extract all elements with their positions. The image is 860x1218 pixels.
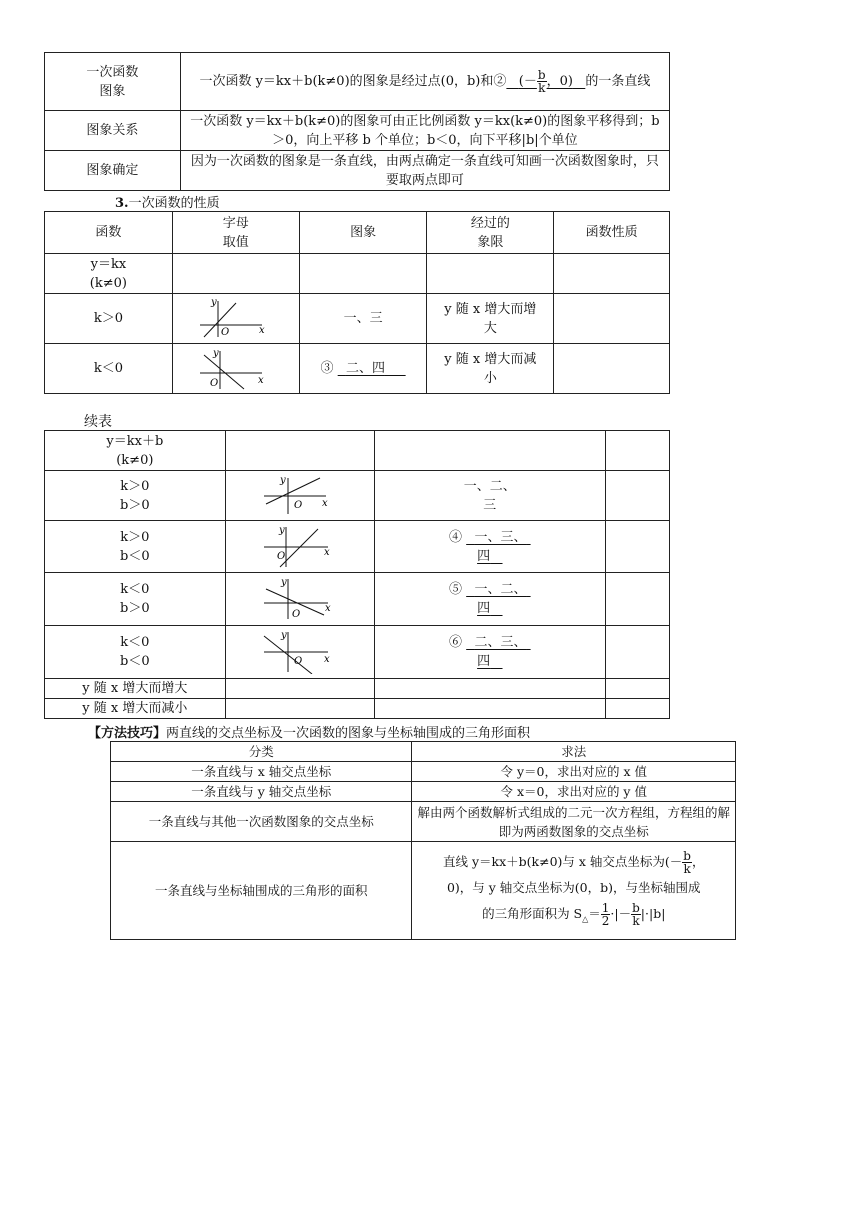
table-row — [45, 344, 670, 394]
svg-text:O: O — [291, 609, 300, 620]
svg-text:O: O — [220, 326, 229, 338]
svg-text:O: O — [276, 550, 285, 562]
properties-table — [44, 211, 670, 394]
quadrant-cell: ⑤ 一、二、 四 — [374, 573, 606, 626]
column-header: 经过的 象限 — [427, 212, 554, 254]
definition-table — [44, 52, 670, 191]
answer-blank: 二、四 — [345, 361, 385, 376]
table-row — [111, 842, 736, 940]
empty-cell — [606, 626, 670, 679]
graph-k-neg-b-pos — [260, 577, 340, 621]
function-cell: y＝kx (k≠0) — [45, 254, 173, 294]
condition-cell: k＜0 — [45, 344, 173, 394]
continued-table — [44, 430, 670, 719]
answer-blank: 一、二、 — [474, 582, 527, 597]
table-row — [45, 294, 670, 344]
table-row — [45, 471, 670, 521]
empty-cell — [606, 573, 670, 626]
category-cell: 一条直线与 x 轴交点坐标 — [111, 762, 412, 782]
column-header: 图象 — [299, 212, 427, 254]
empty-cell — [554, 344, 670, 394]
property-cell: y 随 x 增大而增大 — [45, 679, 226, 699]
answer-blank: 四 — [477, 548, 491, 564]
method-heading: 【方法技巧】两直线的交点坐标及一次函数的图象与坐标轴围成的三角形面积 — [88, 726, 531, 741]
empty-cell — [374, 431, 606, 471]
empty-cell — [225, 679, 374, 699]
fraction-b-over-k: $\frac{b}{k}$ — [632, 900, 640, 928]
table-row — [45, 679, 670, 699]
row-content: 因为一次函数的图象是一条直线，由两点确定一条直线可知画一次函数图象时，只要取两点即可 — [180, 151, 669, 191]
quadrant-cell: ③ 二、四 — [299, 344, 427, 394]
table-header-row — [111, 742, 736, 762]
empty-cell — [606, 699, 670, 719]
empty-cell — [427, 254, 554, 294]
table-row — [45, 111, 670, 151]
svg-text:y: y — [210, 296, 217, 308]
continued-label: 续表 — [84, 414, 112, 430]
row-content — [180, 53, 669, 111]
graph-cell — [225, 521, 374, 573]
category-cell: 一条直线与 y 轴交点坐标 — [111, 782, 412, 802]
svg-text:x: x — [323, 546, 330, 558]
empty-cell — [606, 471, 670, 521]
graph-cell — [172, 344, 299, 394]
svg-text:x: x — [323, 654, 330, 665]
quadrant-cell: 一、三 — [299, 294, 427, 344]
table-row — [45, 626, 670, 679]
fraction-one-half: $\frac{1}{2}$ — [601, 900, 610, 928]
svg-text:O: O — [293, 656, 302, 667]
row-label: 一次函数 图象 — [45, 53, 181, 111]
svg-text:y: y — [280, 630, 287, 641]
function-cell: y＝kx＋b (k≠0) — [45, 431, 226, 471]
empty-cell — [172, 254, 299, 294]
method-table — [110, 741, 736, 940]
empty-cell — [225, 699, 374, 719]
svg-text:x: x — [257, 374, 264, 386]
graph-decreasing-through-origin — [196, 347, 276, 391]
empty-cell — [299, 254, 427, 294]
empty-cell — [606, 521, 670, 573]
method-cell: 令 y＝0，求出对应的 x 值 — [412, 762, 736, 782]
row-content: 一次函数 y＝kx＋b(k≠0)的图象可由正比例函数 y＝kx(k≠0)的图象平移得到；b＞0，向上平移 b 个单位；b＜0，向下平移|b|个单位 — [180, 111, 669, 151]
column-header: 分类 — [111, 742, 412, 762]
graph-cell — [225, 471, 374, 521]
graph-k-neg-b-neg — [260, 630, 340, 674]
category-cell: 一条直线与其他一次函数图象的交点坐标 — [111, 802, 412, 842]
table-row — [111, 782, 736, 802]
table-row — [45, 573, 670, 626]
fraction-b-over-k: $\frac{b}{k}$ — [537, 67, 546, 95]
empty-cell — [374, 679, 606, 699]
method-cell: 直线 y＝kx＋b(k≠0)与 x 轴交点坐标为(－ $\frac{b}{k}$ ， 0)，与 y 轴交点坐标为(0，b)，与坐标轴围成 的三角形面积为 $S_\triangle=$ $\frac{1}{2}$ ·|－ $\frac{b}{k}$ |·|b| — [412, 842, 736, 940]
fraction-b-over-k: $\frac{b}{k}$ — [683, 848, 691, 876]
table-row — [111, 762, 736, 782]
svg-text:y: y — [212, 347, 219, 359]
svg-text:O: O — [209, 377, 218, 389]
table-row — [111, 802, 736, 842]
category-cell: 一条直线与坐标轴围成的三角形的面积 — [111, 842, 412, 940]
graph-cell — [225, 626, 374, 679]
answer-blank: 四 — [477, 601, 491, 616]
svg-text:O: O — [293, 499, 302, 511]
condition-cell: k＜0 b＜0 — [45, 626, 226, 679]
empty-cell — [606, 679, 670, 699]
condition-cell: k＞0 b＞0 — [45, 471, 226, 521]
table-header-row — [45, 212, 670, 254]
property-cell: y 随 x 增大而增 大 — [427, 294, 554, 344]
svg-text:x: x — [324, 603, 331, 614]
property-cell: y 随 x 增大而减小 — [45, 699, 226, 719]
table-row — [45, 699, 670, 719]
row-label: 图象关系 — [45, 111, 181, 151]
method-line: 0)，与 y 轴交点坐标为(0，b)，与坐标轴围成 — [446, 879, 701, 895]
method-cell: 解由两个函数解析式组成的二元一次方程组，方程组的解即为两函数图象的交点坐标 — [412, 802, 736, 842]
method-cell: 令 x＝0，求出对应的 y 值 — [412, 782, 736, 802]
empty-cell — [374, 699, 606, 719]
svg-text:x: x — [258, 324, 265, 336]
answer-blank: (－ $\frac{b}{k}$ ，0) — [518, 67, 573, 95]
svg-text:y: y — [278, 524, 285, 536]
svg-text:y: y — [280, 577, 287, 588]
graph-k-pos-b-neg — [260, 525, 340, 569]
table-row — [45, 254, 670, 294]
column-header: 求法 — [412, 742, 736, 762]
svg-text:y: y — [279, 474, 286, 486]
graph-increasing-through-origin — [196, 297, 276, 341]
empty-cell — [225, 431, 374, 471]
answer-blank: 四 — [477, 654, 491, 669]
empty-cell — [554, 254, 670, 294]
quadrant-cell: ④ 一、三、 四 — [374, 521, 606, 573]
table-row — [45, 53, 670, 111]
graph-cell — [225, 573, 374, 626]
column-header: 函数性质 — [554, 212, 670, 254]
graph-k-pos-b-pos — [260, 474, 340, 518]
condition-cell: k＞0 — [45, 294, 173, 344]
table-row — [45, 151, 670, 191]
column-header: 字母 取值 — [172, 212, 299, 254]
content-text: 的一条直线 — [585, 73, 651, 89]
table-row — [45, 431, 670, 471]
answer-blank: 二、三、 — [474, 635, 527, 650]
answer-blank: 一、三、 — [474, 529, 527, 545]
empty-cell — [554, 294, 670, 344]
table-row — [45, 521, 670, 573]
empty-cell — [606, 431, 670, 471]
column-header: 函数 — [45, 212, 173, 254]
property-cell: y 随 x 增大而减 小 — [427, 344, 554, 394]
graph-cell — [172, 294, 299, 344]
svg-text:x: x — [321, 497, 328, 509]
condition-cell: k＞0 b＜0 — [45, 521, 226, 573]
condition-cell: k＜0 b＞0 — [45, 573, 226, 626]
section-title: 3.一次函数的性质 — [115, 196, 220, 211]
row-label: 图象确定 — [45, 151, 181, 191]
quadrant-cell: 一、二、 三 — [374, 471, 606, 521]
content-text: 一次函数 y＝kx＋b(k≠0)的图象是经过点(0，b)和② — [199, 73, 507, 89]
quadrant-cell: ⑥ 二、三、 四 — [374, 626, 606, 679]
